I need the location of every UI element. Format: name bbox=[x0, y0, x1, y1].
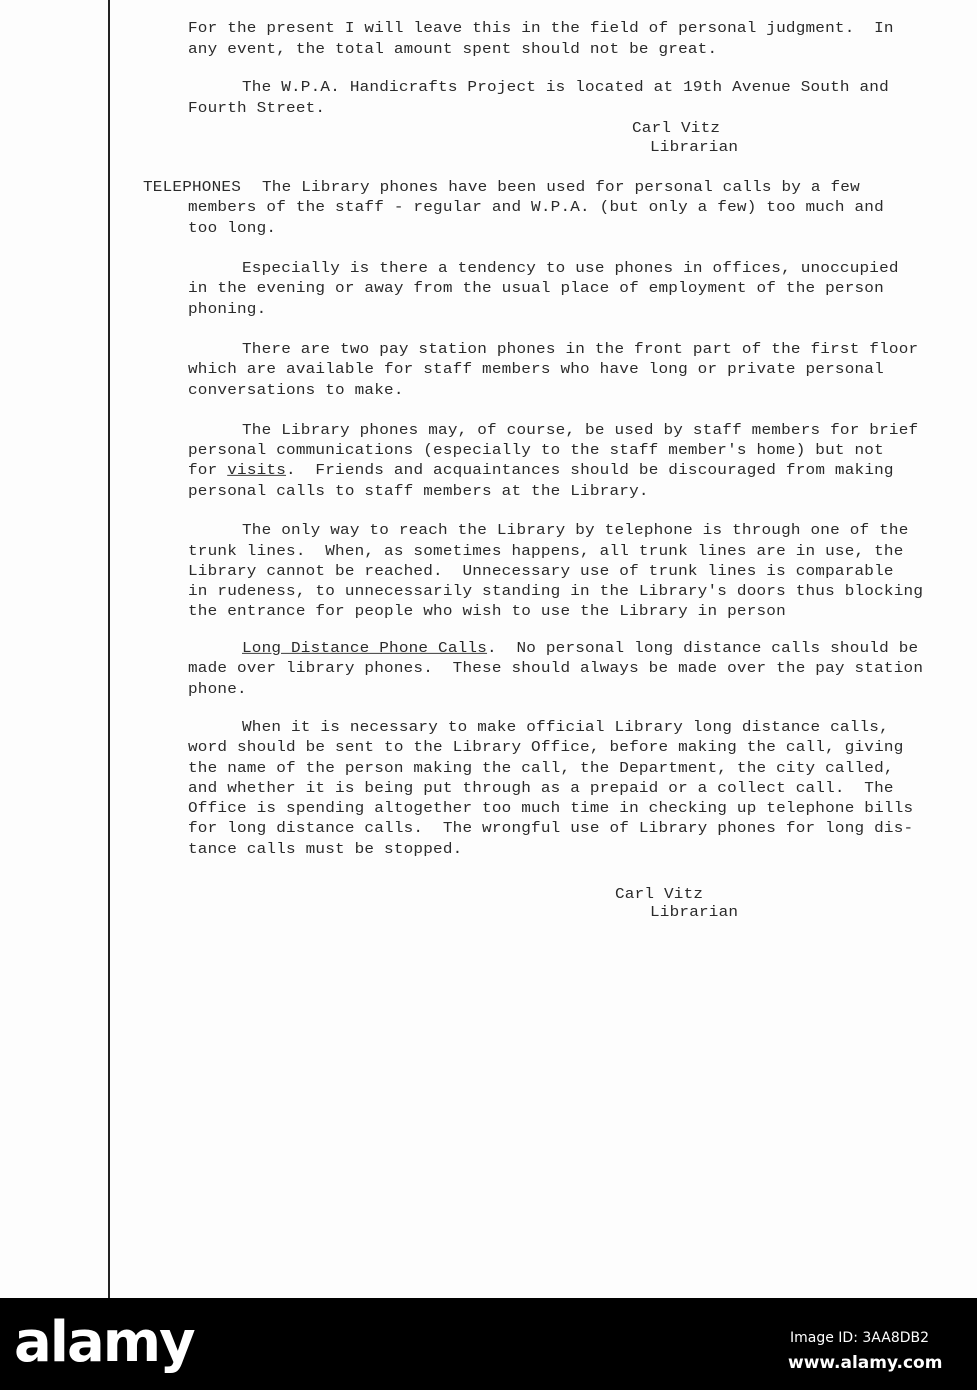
margin-rule bbox=[108, 0, 110, 1298]
text-line: Especially is there a tendency to use phones in offices, unoccupied bbox=[242, 260, 899, 277]
text-fragment: . Friends and acquaintances should be discouraged from making bbox=[286, 462, 894, 479]
image-id: Image ID: 3AA8DB2 bbox=[790, 1330, 930, 1346]
alamy-logo: alamy bbox=[14, 1310, 194, 1375]
text-line: the entrance for people who wish to use the Library in person bbox=[188, 603, 786, 620]
text-line bbox=[188, 462, 894, 479]
text-line: tance calls must be stopped. bbox=[188, 841, 463, 858]
text-line: Library cannot be reached. Unnecessary use of trunk lines is comparable bbox=[188, 563, 894, 580]
underlined-word: visits bbox=[227, 462, 287, 479]
text-line: word should be sent to the Library Office, before making the call, giving bbox=[188, 739, 904, 756]
text-line: in rudeness, to unnecessarily standing in the Library's doors thus blocking bbox=[188, 583, 924, 600]
signature-title: Librarian bbox=[650, 139, 739, 156]
text-line: The W.P.A. Handicrafts Project is located at 19th Avenue South and bbox=[242, 79, 889, 96]
text-line: personal communications (especially to the staff member's home) but not bbox=[188, 442, 884, 459]
text-line: The Library phones have been used for personal calls by a few bbox=[262, 179, 860, 196]
signature-name: Carl Vitz bbox=[615, 886, 704, 903]
subheading: Long Distance Phone Calls bbox=[242, 640, 488, 657]
text-line: Fourth Street. bbox=[188, 100, 326, 117]
text-fragment: for bbox=[188, 462, 228, 479]
signature-name: Carl Vitz bbox=[632, 120, 721, 137]
text-line: The Library phones may, of course, be used by staff members for brief bbox=[242, 422, 919, 439]
text-line: the name of the person making the call, the Department, the city called, bbox=[188, 760, 894, 777]
site-url: www.alamy.com bbox=[788, 1353, 943, 1373]
text-line: phone. bbox=[188, 681, 247, 698]
text-line: conversations to make. bbox=[188, 382, 404, 399]
text-fragment: . No personal long distance calls should be bbox=[487, 640, 919, 657]
text-line: personal calls to staff members at the Library. bbox=[188, 483, 649, 500]
text-line: and whether it is being put through as a prepaid or a collect call. The bbox=[188, 780, 894, 797]
text-line: There are two pay station phones in the front part of the first floor bbox=[242, 341, 919, 358]
text-line: any event, the total amount spent should not be great. bbox=[188, 41, 718, 58]
text-line: For the present I will leave this in the field of personal judgment. In bbox=[188, 20, 894, 37]
text-line: for long distance calls. The wrongful use of Library phones for long dis- bbox=[188, 820, 914, 837]
text-line bbox=[242, 640, 918, 657]
text-line: When it is necessary to make official Library long distance calls, bbox=[242, 719, 889, 736]
section-heading: TELEPHONES bbox=[143, 179, 242, 196]
text-line: which are available for staff members who have long or private personal bbox=[188, 361, 884, 378]
text-line: in the evening or away from the usual place of employment of the person bbox=[188, 280, 884, 297]
text-line: The only way to reach the Library by telephone is through one of the bbox=[242, 522, 909, 539]
text-line: made over library phones. These should always be made over the pay station bbox=[188, 660, 924, 677]
text-line: too long. bbox=[188, 220, 277, 237]
text-line: phoning. bbox=[188, 301, 267, 318]
text-line: members of the staff - regular and W.P.A. (but only a few) too much and bbox=[188, 199, 884, 216]
signature-title: Librarian bbox=[650, 904, 739, 921]
text-line: Office is spending altogether too much time in checking up telephone bills bbox=[188, 800, 914, 817]
text-line: trunk lines. When, as sometimes happens, all trunk lines are in use, the bbox=[188, 543, 904, 560]
